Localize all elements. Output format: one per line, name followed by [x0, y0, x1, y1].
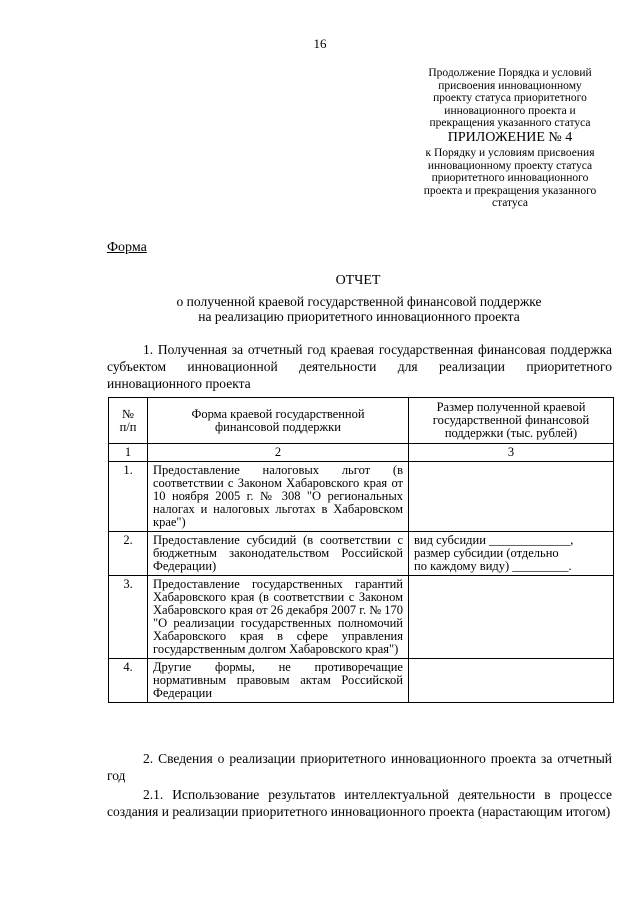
appendix-line: статуса [491, 197, 529, 209]
header-amount [409, 398, 614, 444]
column-number: 2 [148, 444, 409, 462]
appendix-line: приоритетного инновационного [431, 172, 589, 184]
appendix-line: инновационному проекту статуса [427, 159, 593, 172]
report-subtitle [107, 294, 611, 324]
report-subtitle-line: о полученной краевой государственной финансовой поддержке [176, 294, 542, 309]
row-amount [409, 576, 614, 659]
table-row [109, 659, 614, 703]
report-subtitle-line: на реализацию приоритетного инновационного проекта [198, 309, 520, 324]
header-form-line: Форма краевой государственной [191, 406, 365, 421]
row-amount [409, 659, 614, 703]
row-amount-line: по каждому виду) _________. [414, 559, 572, 573]
table-row [109, 576, 614, 659]
row-number: 4. [109, 659, 148, 703]
continuation-line: Продолжение Порядка и условий [428, 67, 592, 79]
appendix-line: к Порядку и условиям присвоения [425, 147, 595, 159]
column-number: 3 [409, 444, 614, 462]
table-row [109, 462, 614, 532]
header-form [148, 398, 409, 444]
row-form: Предоставление субсидий (в соответствии с бюджетным законодательством Российской Федерации) [148, 532, 409, 576]
page-number: 16 [313, 36, 327, 51]
header-amount-line: Размер полученной краевой [436, 400, 586, 414]
row-form: Предоставление налоговых льгот (в соответствии с Законом Хабаровского края от 10 ноября 2005 г. № 308 "О региональных налогах и налоговых льготах в Хабаровском крае") [148, 462, 409, 532]
row-amount-line: вид субсидии _____________, [414, 533, 574, 547]
row-amount-line: размер субсидии (отдельно [414, 546, 559, 560]
section-2-text: 2. Сведения о реализации приоритетного инновационного проекта за отчетный год [107, 751, 612, 783]
section-1-text: 1. Полученная за отчетный год краевая государственная финансовая поддержка субъектом инновационной деятельности для реализации приоритетного инновационного проекта [107, 342, 612, 391]
row-amount [409, 532, 614, 576]
table-row [109, 532, 614, 576]
row-form: Предоставление государственных гарантий Хабаровского края (в соответствии с Законом Хабаровского края от 26 декабря 2007 г. № 170 "О реализации государственных полномочий Хабаровского края в сфере управления государственным долгом Хабаровского края") [148, 576, 409, 659]
continuation-note [410, 67, 610, 130]
appendix-line: проекта и прекращения указанного [423, 184, 597, 197]
header-num [109, 398, 148, 444]
header-num-line: № [122, 406, 134, 421]
row-number: 3. [109, 576, 148, 659]
support-table [108, 397, 614, 703]
continuation-line: присвоения инновационному [438, 79, 582, 92]
appendix-note [410, 147, 610, 210]
form-label: Форма [107, 240, 147, 255]
header-amount-line: государственной финансовой [432, 413, 590, 427]
column-number-row [109, 444, 614, 462]
appendix-title: ПРИЛОЖЕНИЕ № 4 [447, 130, 573, 145]
section-2-1-text: 2.1. Использование результатов интеллектуальной деятельности в процессе создания и реализации приоритетного инновационного проекта (нарастающим итогом) [107, 787, 612, 819]
row-number: 1. [109, 462, 148, 532]
table-header-row [109, 398, 614, 444]
row-amount [409, 462, 614, 532]
header-amount-line: поддержки (тыс. рублей) [444, 426, 578, 440]
continuation-line: проекту статуса приоритетного [433, 92, 587, 104]
report-title: ОТЧЕТ [335, 273, 381, 288]
row-number: 2. [109, 532, 148, 576]
row-form: Другие формы, не противоречащие нормативным правовым актам Российской Федерации [148, 659, 409, 703]
header-form-line: финансовой поддержки [215, 419, 341, 434]
continuation-line: инновационного проекта и [444, 104, 576, 117]
continuation-line: прекращения указанного статуса [429, 117, 591, 129]
column-number: 1 [109, 444, 148, 462]
header-num-line: п/п [119, 419, 137, 434]
